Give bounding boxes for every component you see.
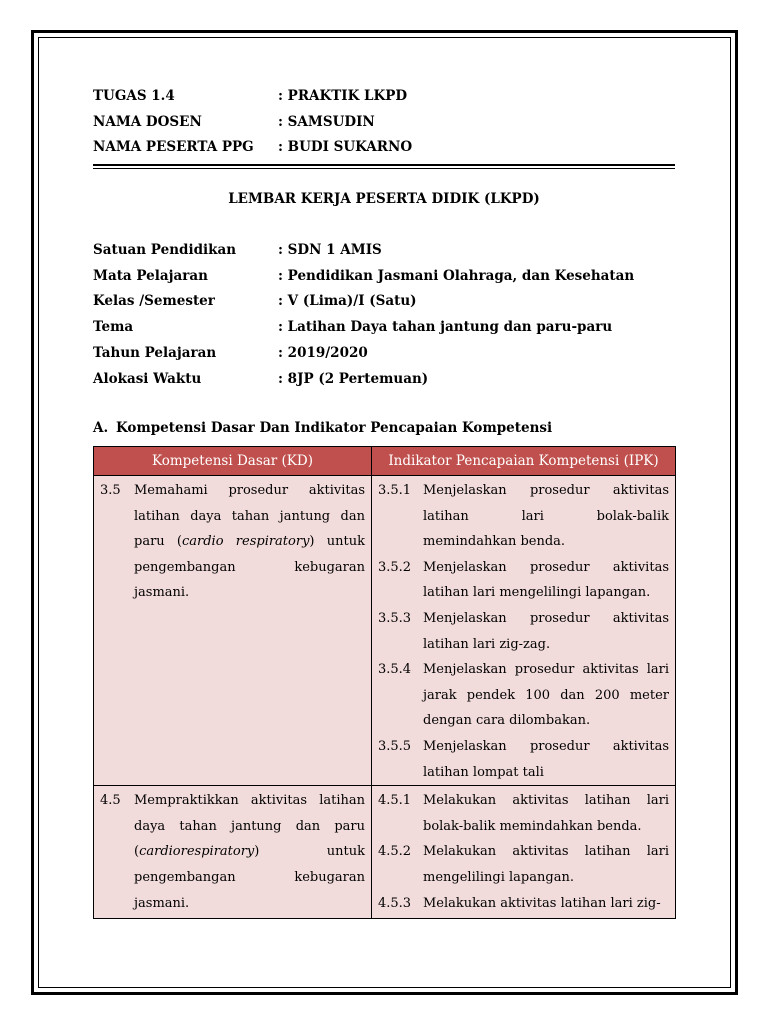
ipk-cell-content (378, 788, 669, 916)
ipk-cell (372, 786, 676, 919)
ipk-item (378, 478, 669, 555)
table-row (94, 476, 676, 786)
kd-number: 3.5 (100, 483, 121, 498)
info-value: : Latihan Daya tahan jantung dan paru-paru (278, 319, 613, 335)
ipk-number: 3.5.3 (378, 610, 412, 626)
info-value: : 2019/2020 (278, 345, 368, 361)
ipk-item (378, 788, 669, 839)
table-header-row (94, 447, 676, 476)
ipk-text: Menjelaskan prosedur aktivitas latihan lari mengelilingi lapangan. (423, 559, 669, 601)
kd-cell (94, 786, 372, 919)
kd-text-part: ) untuk pengembangan kebugaran jasmani. (134, 534, 365, 601)
kd-text (134, 478, 365, 606)
ipk-number: 4.5.3 (378, 895, 412, 911)
header-divider-thick (93, 164, 675, 166)
kd-text (134, 788, 365, 916)
header-value: : PRAKTIK LKPD (278, 88, 408, 104)
ipk-number: 3.5.5 (378, 738, 412, 754)
info-value: : Pendidikan Jasmani Olahraga, dan Kesehatan (278, 268, 635, 284)
column-header-ipk: Indikator Pencapaian Kompetensi (IPK) (372, 447, 676, 476)
section-letter: A. (93, 420, 109, 436)
kd-item (100, 478, 365, 606)
section-title: Kompetensi Dasar Dan Indikator Pencapaian Kompetensi (116, 420, 553, 436)
info-value: : V (Lima)/I (Satu) (278, 293, 417, 309)
ipk-text: Melakukan aktivitas latihan lari zig- (423, 895, 661, 911)
info-label: Alokasi Waktu (93, 371, 202, 387)
table-row (94, 786, 676, 919)
kd-text-part: ) untuk pengembangan kebugaran jasmani. (134, 844, 365, 911)
header-label: NAMA DOSEN (93, 114, 202, 130)
ipk-number: 3.5.2 (378, 559, 412, 575)
section-a-heading (93, 420, 552, 436)
ipk-text: Menjelaskan prosedur aktivitas latihan lompat tali (423, 738, 669, 780)
info-value: : SDN 1 AMIS (278, 242, 382, 258)
document-title: LEMBAR KERJA PESERTA DIDIK (LKPD) (228, 191, 540, 207)
ipk-text: Menjelaskan prosedur aktivitas latihan lari zig-zag. (423, 610, 669, 652)
ipk-item (378, 839, 669, 890)
column-header-kd: Kompetensi Dasar (KD) (94, 447, 372, 476)
info-label: Tahun Pelajaran (93, 345, 217, 361)
ipk-item (378, 555, 669, 606)
info-label: Kelas /Semester (93, 293, 215, 309)
ipk-number: 4.5.2 (378, 844, 412, 860)
kd-text-part: Mempraktikkan aktivitas latihan daya tahan jantung dan paru ( (134, 793, 365, 860)
info-value: : 8JP (2 Pertemuan) (278, 371, 429, 387)
info-label: Mata Pelajaran (93, 268, 208, 284)
kd-item (100, 788, 365, 916)
competency-table (93, 446, 676, 919)
ipk-number: 4.5.1 (378, 793, 412, 809)
ipk-text: Melakukan aktivitas latihan lari mengelilingi lapangan. (423, 844, 669, 885)
ipk-item (378, 891, 669, 917)
ipk-text: Menjelaskan prosedur aktivitas lari jarak pendek 100 dan 200 meter dengan cara dilombakan. (423, 662, 669, 729)
kd-cell (94, 476, 372, 786)
info-label: Tema (93, 319, 134, 335)
ipk-item (378, 606, 669, 657)
kd-text-part: Memahami prosedur aktivitas latihan daya tahan jantung dan paru ( (134, 483, 365, 550)
ipk-number: 3.5.1 (378, 483, 412, 498)
header-label: NAMA PESERTA PPG (93, 139, 254, 155)
ipk-text: Melakukan aktivitas latihan lari bolak-balik memindahkan benda. (423, 793, 669, 834)
header-value: : SAMSUDIN (278, 114, 375, 130)
header-label: TUGAS 1.4 (93, 88, 175, 104)
header-divider-thin (93, 168, 675, 169)
kd-text-italic: cardio respiratory (181, 534, 310, 550)
kd-text-italic: cardiorespiratory (139, 844, 255, 860)
kd-number: 4.5 (100, 793, 121, 809)
ipk-item (378, 657, 669, 734)
header-value: : BUDI SUKARNO (278, 139, 413, 155)
ipk-cell (372, 476, 676, 786)
ipk-item (378, 734, 669, 785)
ipk-text: Menjelaskan prosedur aktivitas latihan lari bolak-balik memindahkan benda. (423, 483, 669, 550)
ipk-number: 3.5.4 (378, 662, 412, 678)
info-label: Satuan Pendidikan (93, 242, 237, 258)
